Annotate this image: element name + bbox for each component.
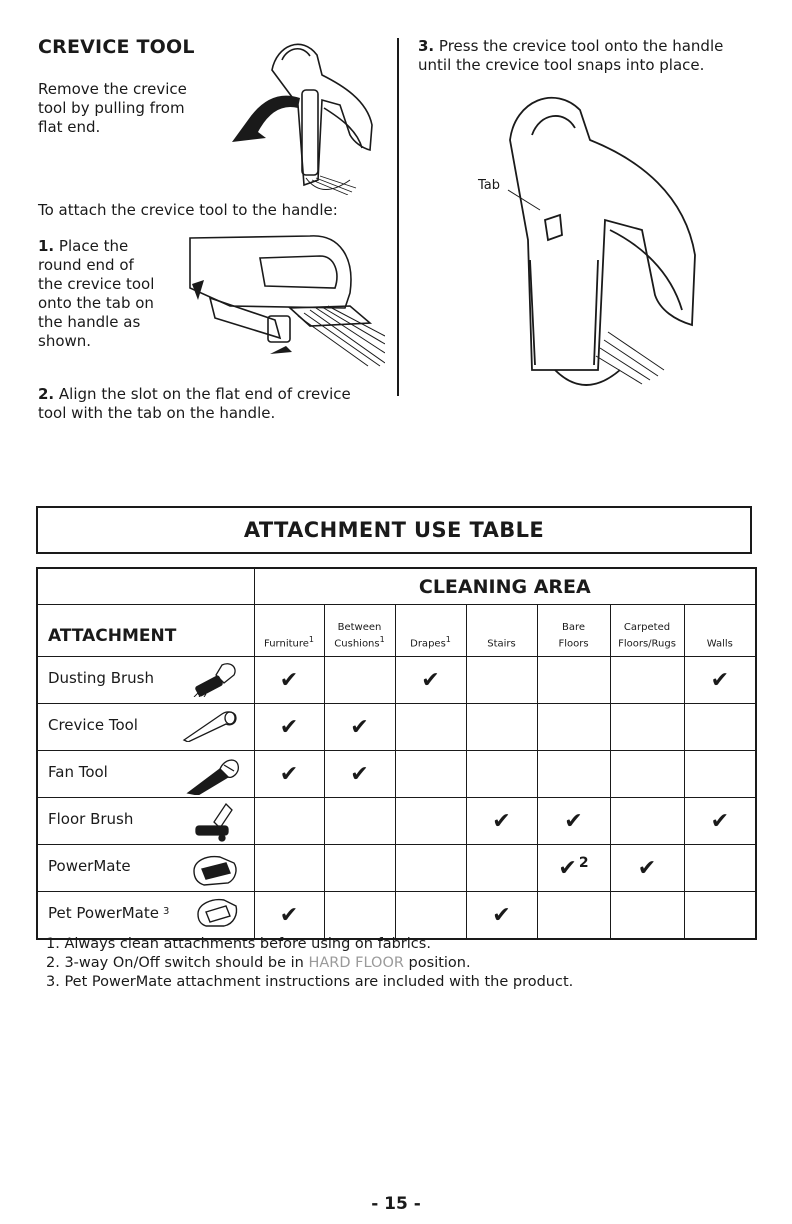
step-number: 3. <box>418 37 435 55</box>
step-line: tool with the tab on the handle. <box>38 404 276 422</box>
column-header <box>395 605 466 657</box>
empty-cell <box>684 751 756 798</box>
empty-cell <box>684 892 756 940</box>
footnote-text: 3-way On/Off switch should be in <box>64 955 309 971</box>
empty-cell <box>395 751 466 798</box>
attachment-name-cell <box>37 657 254 704</box>
footnote-text: position. <box>403 955 471 971</box>
tab-label: Tab <box>478 178 501 193</box>
footnote-2 <box>46 954 573 973</box>
check-mark: ✔ <box>537 798 610 845</box>
attachment-name: Crevice Tool <box>48 716 138 734</box>
column-header-line: Drapes <box>410 638 446 649</box>
step-2 <box>38 385 351 423</box>
check-mark: ✔ <box>254 657 324 704</box>
empty-cell <box>324 798 395 845</box>
column-header <box>537 605 610 657</box>
step-line: shown. <box>38 332 92 350</box>
empty-cell <box>466 704 537 751</box>
column-header-line: Floors <box>558 638 589 649</box>
empty-cell <box>324 845 395 892</box>
check-mark: ✔ <box>684 657 756 704</box>
check-mark: ✔ <box>466 798 537 845</box>
column-header-line: Stairs <box>487 638 516 649</box>
column-header-line: Furniture <box>264 638 309 649</box>
attachment-name-cell <box>37 798 254 845</box>
attachment-name: Fan Tool <box>48 763 108 781</box>
empty-cell <box>610 798 684 845</box>
check-mark: ✔ <box>254 751 324 798</box>
empty-cell <box>254 845 324 892</box>
place-crevice-illustration <box>170 228 385 368</box>
column-header-line: Floors/Rugs <box>618 638 676 649</box>
empty-cell <box>466 657 537 704</box>
empty-cell <box>254 798 324 845</box>
empty-cell <box>684 704 756 751</box>
footnote-ref: 1 <box>445 634 451 644</box>
check-mark: ✔ <box>466 892 537 940</box>
attach-intro: To attach the crevice tool to the handle: <box>38 201 338 219</box>
blank-corner-cell <box>37 568 254 605</box>
page-number: - 15 - <box>371 1194 421 1214</box>
cleaning-area-header: CLEANING AREA <box>254 568 756 605</box>
step-3 <box>418 37 723 75</box>
empty-cell <box>324 892 395 940</box>
footnote-number: 3. <box>46 974 60 990</box>
footnote-number: 2. <box>46 955 60 971</box>
empty-cell <box>395 704 466 751</box>
column-header-line: Bare <box>561 621 586 633</box>
footnote-ref: 1 <box>379 634 385 644</box>
snap-crevice-illustration <box>470 80 710 390</box>
column-header <box>324 605 395 657</box>
attachment-name: PowerMate <box>48 857 131 875</box>
column-header <box>254 605 324 657</box>
attachment-header: ATTACHMENT <box>37 605 254 657</box>
table-row <box>37 751 756 798</box>
attachment-name: Floor Brush <box>48 810 134 828</box>
arrow-icon <box>232 96 300 142</box>
column-header-line: Walls <box>706 638 733 649</box>
footnote-ref: 1 <box>308 634 314 644</box>
empty-cell <box>324 657 395 704</box>
column-header <box>610 605 684 657</box>
empty-cell <box>395 798 466 845</box>
check-mark: ✔ <box>324 704 395 751</box>
step-1 <box>38 237 154 351</box>
step-line: round end of <box>38 256 134 274</box>
column-header <box>684 605 756 657</box>
remove-line: flat end. <box>38 118 101 136</box>
remove-line: tool by pulling from <box>38 99 185 117</box>
empty-cell <box>537 657 610 704</box>
check-mark: ✔ <box>558 856 577 881</box>
attachment-name-cell <box>37 751 254 798</box>
footnote-1 <box>46 935 573 954</box>
step-line: until the crevice tool snaps into place. <box>418 56 705 74</box>
hard-floor-highlight: HARD FLOOR <box>308 955 404 971</box>
footnote-text: Always clean attachments before using on fabrics. <box>64 936 431 952</box>
table-row <box>37 845 756 892</box>
check-mark: ✔ <box>684 798 756 845</box>
footnotes <box>46 935 573 992</box>
footnote-3 <box>46 973 573 992</box>
step-line: Align the slot on the flat end of crevice <box>58 385 351 403</box>
table-banner: ATTACHMENT USE TABLE <box>36 506 752 554</box>
step-line: Press the crevice tool onto the handle <box>438 37 724 55</box>
check-mark: ✔ <box>254 892 324 940</box>
step-number: 1. <box>38 237 55 255</box>
attachment-name-cell <box>37 892 254 940</box>
section-title: CREVICE TOOL <box>38 36 195 58</box>
empty-cell <box>684 845 756 892</box>
empty-cell <box>537 751 610 798</box>
empty-cell <box>395 845 466 892</box>
attachment-name-cell <box>37 704 254 751</box>
attachment-name: Pet PowerMate <box>48 904 159 922</box>
attachment-use-table <box>36 567 757 940</box>
column-header-line: Carpeted <box>623 621 671 633</box>
step-line: onto the tab on <box>38 294 154 312</box>
remove-line: Remove the crevice <box>38 80 187 98</box>
footnote-ref: 3 <box>162 906 170 917</box>
attachment-name-cell <box>37 845 254 892</box>
arrow-icon <box>270 346 292 354</box>
empty-cell <box>610 892 684 940</box>
check-mark <box>537 845 610 892</box>
empty-cell <box>537 892 610 940</box>
footnote-ref: 2 <box>578 855 589 871</box>
attachment-name: Dusting Brush <box>48 669 155 687</box>
remove-instructions <box>38 80 187 137</box>
step-number: 2. <box>38 385 55 403</box>
table-row <box>37 704 756 751</box>
empty-cell <box>395 892 466 940</box>
footnote-text: Pet PowerMate attachment instructions are included with the product. <box>64 974 574 990</box>
footnote-number: 1. <box>46 936 60 952</box>
empty-cell <box>610 657 684 704</box>
empty-cell <box>537 704 610 751</box>
empty-cell <box>610 704 684 751</box>
remove-crevice-illustration <box>222 30 382 195</box>
step-line: the handle as <box>38 313 141 331</box>
table-row <box>37 892 756 940</box>
empty-cell <box>610 751 684 798</box>
column-header <box>466 605 537 657</box>
column-divider <box>397 38 399 396</box>
table-row <box>37 798 756 845</box>
check-mark: ✔ <box>254 704 324 751</box>
table-row <box>37 657 756 704</box>
empty-cell <box>466 845 537 892</box>
check-mark: ✔ <box>324 751 395 798</box>
step-line: Place the <box>58 237 129 255</box>
column-header-line: Cushions <box>334 638 380 649</box>
column-header-line: Between <box>337 621 382 633</box>
check-mark: ✔ <box>395 657 466 704</box>
check-mark: ✔ <box>610 845 684 892</box>
empty-cell <box>466 751 537 798</box>
step-line: the crevice tool <box>38 275 155 293</box>
